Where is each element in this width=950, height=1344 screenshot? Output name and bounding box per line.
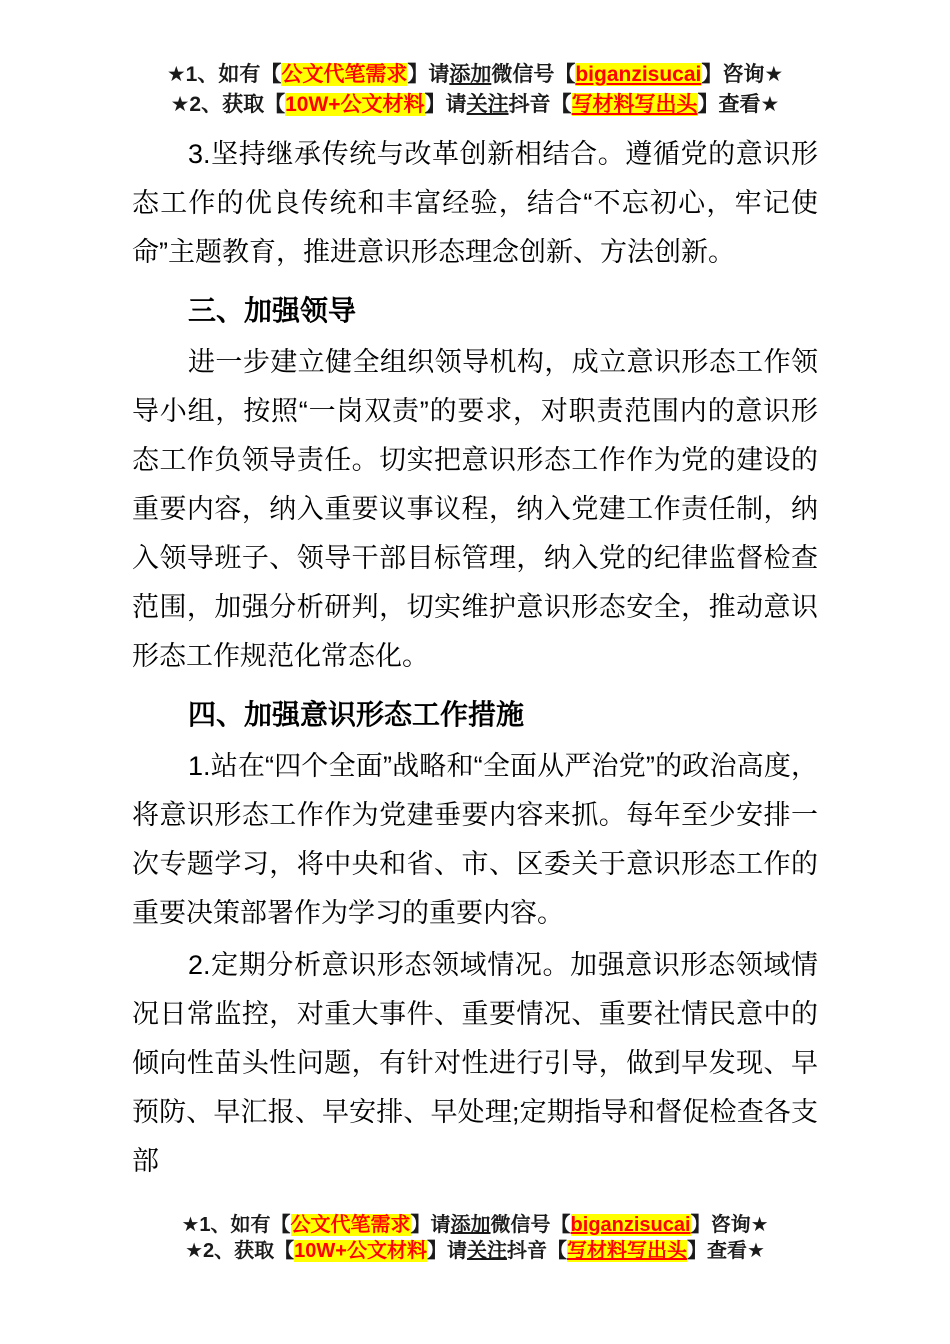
promo-highlight-douyin-id: 写材料写出头 [571,93,698,116]
promo-text: ★2、获取【 [185,1240,295,1262]
promo-header-line-1 [0,60,950,90]
promo-highlight-service: 公文代笔需求 [281,63,408,86]
promo-footer-line-1 [0,1212,950,1238]
promo-text: 微信号【 [491,63,576,86]
promo-text: 微信号【 [490,1214,571,1236]
paragraph-measure-1: 1.站在“四个全面”战略和“全面从严治党”的政治高度，将意识形态工作作为党建垂要内容来抓。每年至少安排一次专题学习，将中央和省、市、区委关于意识形态工作的重要决策部署作为学习的重要内容。 [132,751,818,928]
promo-text: ★1、如有【 [166,63,282,86]
promo-text: 】请 [410,1214,451,1236]
promo-underline-follow: 关注 [466,1240,507,1262]
promo-highlight-materials: 10W+公文材料 [285,93,425,116]
promo-text: ★1、如有【 [181,1214,291,1236]
promo-text: 】请 [407,63,450,86]
promo-text: 】咨询★ [690,1214,769,1236]
promo-text: 】请 [424,93,467,116]
promo-header-line-2 [0,90,950,120]
paragraph-section-3: 进一步建立健全组织领导机构，成立意识形态工作领导小组，按照“一岗双责”的要求，对职责范围内的意识形态工作负领导责任。切实把意识形态工作作为党的建设的重要内容，纳入重要议事议程，纳入党建工作责任制，纳入领导班子、领导干部目标管理，纳入党的纪律监督检查范围，加强分析研判，切实维护意识形态安全，推动意识形态工作规范化常态化。 [132,347,818,671]
promo-text: 】查看★ [697,93,780,116]
promo-underline-follow: 关注 [466,93,509,116]
promo-underline-add: 添加 [450,1214,491,1236]
promo-text: 抖音【 [508,93,572,116]
promo-text: 抖音【 [506,1240,567,1262]
heading-section-4: 四、加强意识形态工作措施 [188,699,525,730]
promo-text: ★2、获取【 [170,93,286,116]
promo-underline-add: 添加 [449,63,492,86]
paragraph-measure-2: 2.定期分析意识形态领域情况。加强意识形态领域情况日常监控，对重大事件、重要情况、重要社情民意中的倾向性苗头性问题，有针对性进行引导，做到早发现、早预防、早汇报、早安排、早处理;定期指导和督促检查各支部 [132,950,818,1176]
document-body [132,130,818,1186]
promo-highlight-douyin-id: 写材料写出头 [566,1240,687,1262]
promo-highlight-wechat-id: biganzisucai [570,1214,691,1236]
promo-text: 】请 [426,1240,467,1262]
promo-text: 】查看★ [686,1240,765,1262]
paragraph-point-3: 3.坚持继承传统与改革创新相结合。遵循党的意识形态工作的优良传统和丰富经验，结合“不忘初心，牢记使命”主题教育，推进意识形态理念创新、方法创新。 [132,139,818,267]
promo-highlight-wechat-id: biganzisucai [575,63,702,86]
promo-footer [0,1212,950,1264]
promo-footer-line-2 [0,1238,950,1264]
promo-text: 】咨询★ [701,63,784,86]
promo-header [0,0,950,120]
promo-highlight-materials: 10W+公文材料 [294,1240,427,1262]
heading-section-3: 三、加强领导 [188,295,357,326]
promo-highlight-service: 公文代笔需求 [290,1214,411,1236]
